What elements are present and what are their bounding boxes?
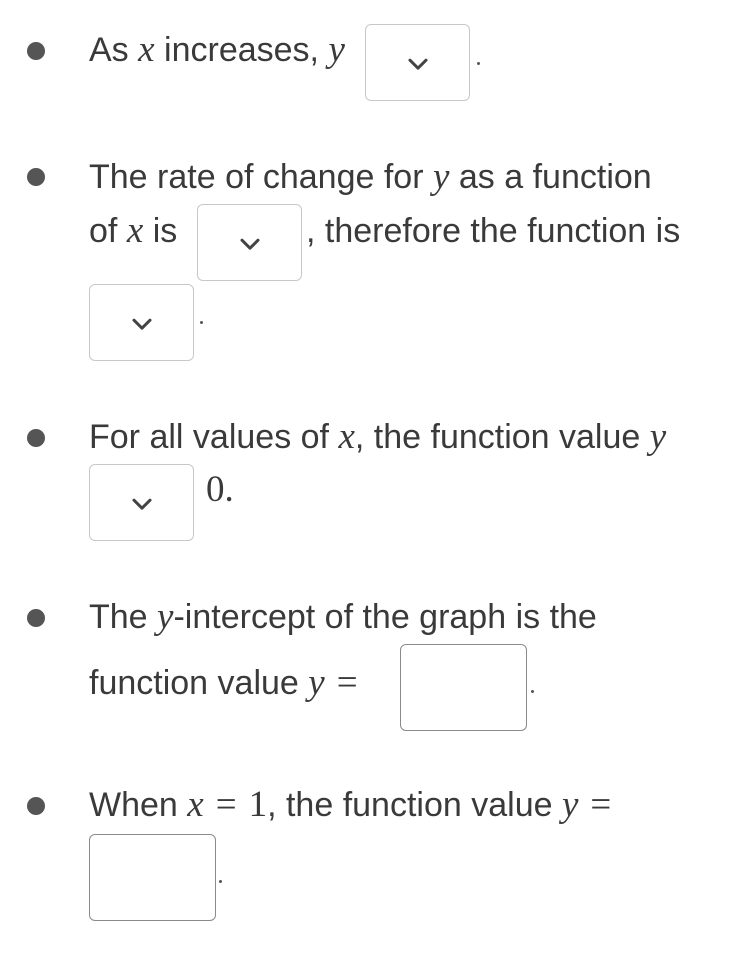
sentence-period [531, 690, 534, 693]
bullet [27, 168, 45, 186]
math-variable-y: y [433, 156, 450, 197]
sentence-text: For all values of [89, 418, 329, 456]
equals-sign: = [336, 662, 358, 703]
bullet [27, 797, 45, 815]
bullet [27, 609, 45, 627]
sentence-period [200, 321, 203, 324]
sentence-line [89, 785, 623, 825]
dropdown-select[interactable] [89, 284, 194, 361]
answer-input[interactable] [400, 644, 527, 731]
chevron-down-icon [132, 318, 152, 330]
sentence-text: function value [89, 664, 299, 702]
sentence-text: As [89, 31, 129, 69]
math-variable-y: y [157, 596, 174, 637]
sentence-text: , the function value [354, 418, 641, 456]
sentence-line [89, 211, 177, 251]
sentence-text: The [89, 598, 148, 636]
sentence-text: , therefore the function is [306, 212, 681, 250]
equals-sign: = [590, 784, 612, 825]
math-variable-y: y [561, 784, 579, 825]
sentence-period [477, 62, 480, 65]
equals-sign: = [215, 784, 237, 825]
math-variable-x: x [187, 784, 204, 825]
dropdown-select[interactable] [197, 204, 302, 281]
sentence-text: , the function value [267, 786, 553, 824]
sentence-text: increases, [164, 31, 319, 69]
math-variable-x: x [338, 416, 355, 457]
bullet [27, 429, 45, 447]
math-variable-x: x [126, 210, 144, 251]
math-variable-y: y [308, 662, 325, 703]
sentence-text: of [89, 212, 118, 250]
answer-input[interactable] [89, 834, 216, 921]
dropdown-select[interactable] [365, 24, 470, 101]
chevron-down-icon [408, 58, 428, 70]
math-variable-y: y [649, 416, 667, 457]
sentence-text: as a function [458, 158, 652, 196]
sentence-line [89, 30, 345, 70]
math-variable-x: x [138, 29, 155, 70]
sentence-period [219, 880, 222, 883]
math-variable-y: y [328, 29, 345, 70]
math-number: 1 [248, 784, 268, 825]
sentence-line [89, 157, 652, 197]
sentence-line [306, 211, 680, 251]
sentence-text: is [152, 212, 178, 250]
sentence-text: When [89, 786, 178, 824]
sentence-text: -intercept of the graph is the [173, 598, 597, 636]
chevron-down-icon [240, 238, 260, 250]
chevron-down-icon [132, 498, 152, 510]
comparison-value: 0. [206, 469, 234, 510]
sentence-text: The rate of change for [89, 158, 424, 196]
sentence-line [89, 597, 597, 637]
bullet [27, 42, 45, 60]
dropdown-select[interactable] [89, 464, 194, 541]
sentence-line [89, 663, 370, 703]
sentence-line [89, 417, 666, 457]
